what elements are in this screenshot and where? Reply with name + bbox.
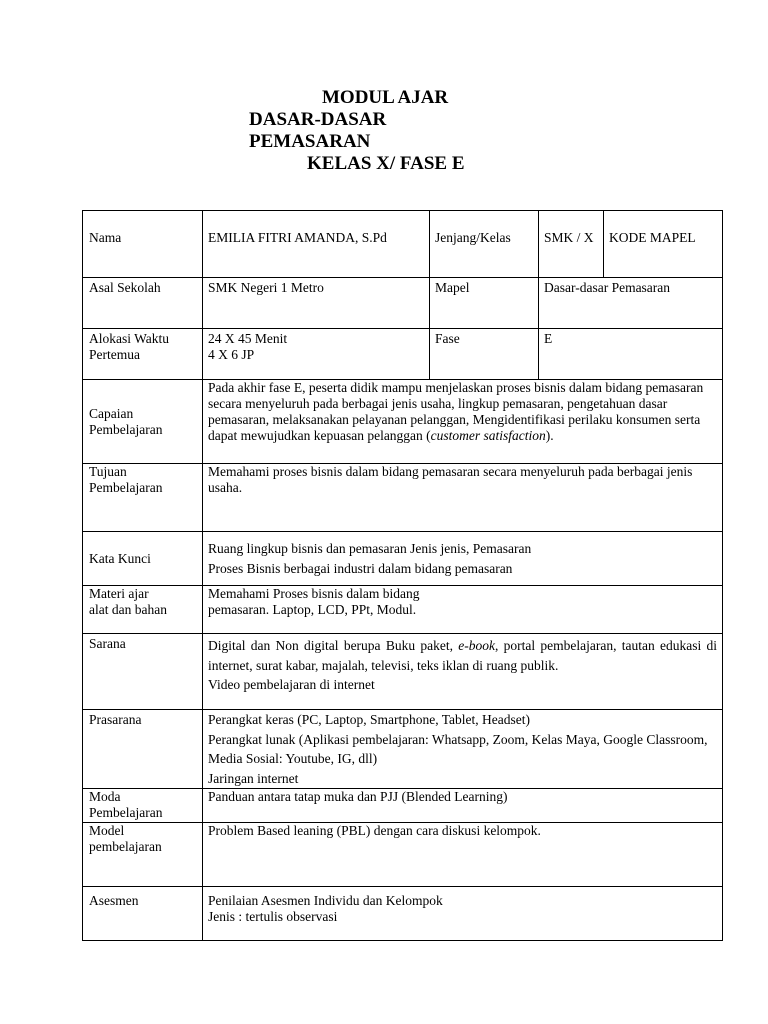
value-jenjang-kelas: SMK / X [539,211,604,278]
table-row-tujuan [83,464,723,532]
label-tujuan [83,464,203,532]
label-alokasi-waktu [83,329,203,380]
value-alokasi-line-2: 4 X 6 JP [208,347,255,362]
value-fase: E [539,329,723,380]
value-capaian-end: ). [545,428,554,443]
label-mapel: Mapel [430,278,539,329]
value-alokasi-waktu [203,329,430,380]
value-asesmen-line-1: Penilaian Asesmen Individu dan Kelompok [208,893,443,908]
value-prasarana [203,710,723,789]
value-sarana-line-1 [208,636,717,675]
label-kode-mapel: KODE MAPEL [604,211,723,278]
label-asal-sekolah: Asal Sekolah [83,278,203,329]
value-asal-sekolah: SMK Negeri 1 Metro [203,278,430,329]
value-asesmen [203,887,723,941]
title-line-2: DASAR-DASAR [249,109,387,130]
table-row-sarana [83,634,723,710]
label-asesmen: Asesmen [83,887,203,941]
value-prasarana-line-3: Jaringan internet [208,770,299,786]
table-row-capaian [83,380,723,464]
value-tujuan: Memahami proses bisnis dalam bidang pemasaran secara menyeluruh pada berbagai jenis usaha. [203,464,723,532]
value-capaian [203,380,723,464]
label-tujuan-line-1: Tujuan [89,464,127,479]
title-line-4: KELAS X/ FASE E [307,153,465,174]
value-kata-kunci-line-1: Ruang lingkup bisnis dan pemasaran Jenis jenis, Pemasaran [208,541,532,556]
label-capaian-line-1: Capaian [89,405,134,421]
label-tujuan-line-2: Pembelajaran [89,480,163,495]
value-mapel: Dasar-dasar Pemasaran [539,278,723,329]
label-fase: Fase [430,329,539,380]
label-moda-line-1: Moda [89,789,121,804]
table-row-nama [83,211,723,278]
table-row-asesmen [83,887,723,941]
value-sarana-italic: e-book [458,638,495,653]
title-line-3: PEMASARAN [249,131,371,152]
value-materi-line-2: pemasaran. Laptop, LCD, PPt, Modul. [208,602,417,617]
module-info-table [82,210,723,941]
value-kata-kunci [203,532,723,586]
label-materi-line-2: alat dan bahan [89,602,167,617]
table-row-alokasi-waktu [83,329,723,380]
label-nama: Nama [83,211,203,278]
value-nama: EMILIA FITRI AMANDA, S.Pd [203,211,430,278]
table-row-materi [83,586,723,634]
value-model: Problem Based leaning (PBL) dengan cara diskusi kelompok. [203,823,723,887]
value-alokasi-line-1: 24 X 45 Menit [208,331,288,346]
value-asesmen-line-2: Jenis : tertulis observasi [208,909,338,924]
label-sarana: Sarana [83,634,203,710]
table-row-model [83,823,723,887]
label-capaian-line-2: Pembelajaran [89,421,163,437]
label-materi-line-1: Materi ajar [89,586,149,601]
label-moda [83,789,203,823]
value-moda: Panduan antara tatap muka dan PJJ (Blended Learning) [203,789,723,823]
value-sarana-text-a: Digital dan Non digital berupa Buku paket, [208,638,459,653]
table-row-prasarana [83,710,723,789]
label-kata-kunci: Kata Kunci [83,532,203,586]
value-prasarana-line-1: Perangkat keras (PC, Laptop, Smartphone, Tablet, Headset) [208,712,530,727]
table-row-asal-sekolah [83,278,723,329]
title-line-1: MODUL AJAR [322,87,449,108]
label-moda-line-2: Pembelajaran [89,805,163,820]
value-prasarana-line-2: Perangkat lunak (Aplikasi pembelajaran: Whatsapp, Zoom, Kelas Maya, Google Classroom, Media Sosial: Youtube, IG, dll) [208,731,708,766]
value-sarana [203,634,723,710]
value-capaian-text: Pada akhir fase E, peserta didik mampu menjelaskan proses bisnis dalam bidang pemasaran secara menyeluruh pada berbagai jenis usaha, lingkup pemasaran, pengetahuan dasar pemasaran, melaksanakan pelayanan pelanggan, Mengidentifikasi perilaku konsumen serta dapat mewujudkan kepuasan pelanggan ( [208,380,704,443]
label-prasarana: Prasarana [83,710,203,789]
value-sarana-text-b: , portal pembelajaran, tautan edukasi di internet, surat kabar, majalah, televisi, teks iklan di ruang publik. [208,638,718,673]
label-model-line-1: Model [89,823,125,838]
label-capaian [83,380,203,464]
value-sarana-line-2: Video pembelajaran di internet [208,677,375,692]
value-kata-kunci-line-2: Proses Bisnis berbagai industri dalam bidang pemasaran [208,560,513,576]
table-row-moda [83,789,723,823]
label-alokasi-line-1: Alokasi Waktu [89,331,170,346]
label-alokasi-line-2: Pertemua [89,347,140,362]
table-row-kata-kunci [83,532,723,586]
label-jenjang-kelas: Jenjang/Kelas [430,211,539,278]
label-model [83,823,203,887]
value-materi [203,586,723,634]
value-materi-line-1: Memahami Proses bisnis dalam bidang [208,586,420,601]
value-capaian-italic: customer satisfaction [430,428,546,443]
label-model-line-2: pembelajaran [89,839,162,854]
label-materi [83,586,203,634]
